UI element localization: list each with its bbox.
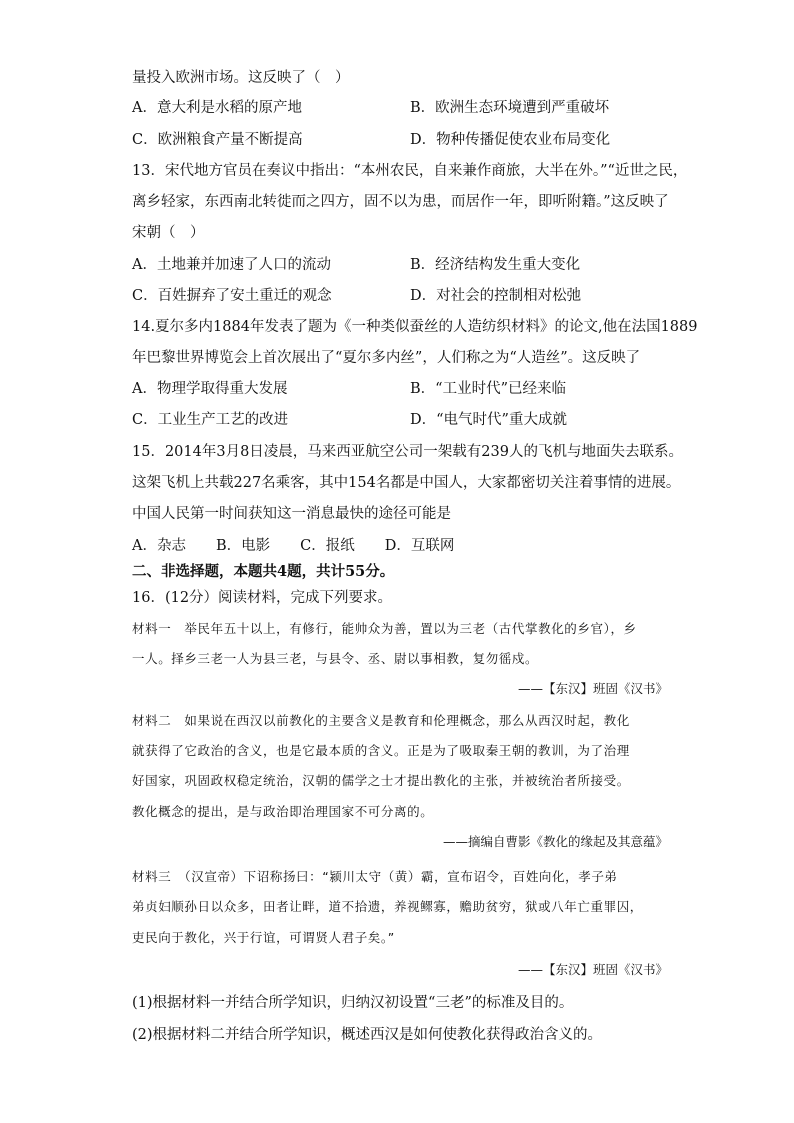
q12-option-d: D．物种传播促使农业布局变化 — [410, 132, 611, 148]
material-1-line-1: 材料一 举民年五十以上，有修行，能帅众为善，置以为三老（古代掌教化的乡官），乡 — [132, 621, 637, 636]
q16-intro: 16．(12分）阅读材料，完成下列要求。 — [132, 590, 393, 606]
section-heading: 二、非选择题，本题共4题，共计55分。 — [132, 563, 395, 580]
q15-stem-line-2: 这架飞机上共载227名乘客，其中154名都是中国人，大家都密切关注着事情的进展。 — [132, 475, 681, 491]
material-1-line-2: 一人。择乡三老一人为县三老，与县令、丞、尉以事相教，复勿徭戍。 — [132, 651, 539, 666]
material-2-source: ——摘编自曹影《教化的缘起及其意蕴》 — [442, 834, 668, 849]
q13-stem-line-2: 离乡轻家，东西南北转徙而之四方，固不以为患，而居作一年，即听附籍。”这反映了 — [132, 194, 669, 210]
q13-option-b: B．经济结构发生重大变化 — [410, 257, 581, 273]
material-3-source: ——【东汉】班固《汉书》 — [517, 962, 668, 977]
q12-stem-tail: 量投入欧洲市场。这反映了（ ） — [132, 70, 350, 86]
q16-subquestion-2: (2)根据材料二并结合所学知识，概述西汉是如何使教化获得政治含义的。 — [132, 1027, 603, 1043]
q14-stem-line-2: 年巴黎世界博览会上首次展出了“夏尔多内丝”，人们称之为“人造丝”。这反映了 — [132, 350, 641, 366]
q14-stem-line-1: 14.夏尔多内1884年发表了题为《一种类似蚕丝的人造纺织材料》的论文,他在法国1889 — [132, 319, 698, 335]
q16-subquestion-1: (1)根据材料一并结合所学知识，归纳汉初设置“三老”的标准及目的。 — [132, 995, 574, 1011]
q14-option-a: A．物理学取得重大发展 — [132, 381, 288, 397]
q15-stem-line-1: 15．2014年3月8日凌晨，马来西亚航空公司一架载有239人的飞机与地面失去联系。 — [132, 444, 683, 460]
q15-stem-line-3: 中国人民第一时间获知这一消息最快的途径可能是 — [132, 506, 451, 522]
q14-option-d: D．“电气时代”重大成就 — [410, 412, 567, 428]
q15-option-b: B．电影 — [215, 538, 271, 554]
q15-option-c: C．报纸 — [300, 538, 355, 554]
q15-option-d: D．互联网 — [384, 538, 455, 554]
q14-option-c: C．工业生产工艺的改进 — [132, 412, 289, 428]
material-3-line-3: 吏民向于教化，兴于行谊，可谓贤人君子矣。” — [132, 930, 395, 945]
material-2-line-4: 教化概念的提出，是与政治即治理国家不可分离的。 — [132, 804, 434, 819]
material-3-line-2: 弟贞妇顺孙日以众多，田者让畔，道不拾遗，养视鳏寡，赡助贫穷，狱或八年亡重罪囚， — [132, 899, 643, 914]
material-2-line-3: 好国家，巩固政权稳定统治，汉朝的儒学之士才提出教化的主张，并被统治者所接受。 — [132, 773, 630, 788]
material-3-line-1: 材料三 （汉宣帝）下诏称扬曰：“颍川太守（黄）霸，宣布诏令，百姓向化，孝子弟 — [132, 869, 618, 884]
material-2-line-2: 就获得了它政治的含义，也是它最本质的含义。正是为了吸取秦王朝的教训，为了治理 — [132, 743, 630, 758]
q15-options-row — [132, 536, 484, 556]
q13-option-c: C．百姓摒弃了安土重迁的观念 — [132, 288, 332, 304]
q12-option-a: A．意大利是水稻的原产地 — [132, 100, 302, 116]
q13-stem-line-3: 宋朝（ ） — [132, 225, 205, 241]
q13-option-d: D．对社会的控制相对松弛 — [410, 288, 582, 304]
q15-option-a: A．杂志 — [132, 538, 186, 554]
q13-stem-line-1: 13．宋代地方官员在奏议中指出：“本州农民，自来兼作商旅，大半在外。”“近世之民， — [132, 163, 688, 179]
q14-option-b: B．“工业时代”已经来临 — [410, 381, 566, 397]
q13-option-a: A．土地兼并加速了人口的流动 — [132, 257, 331, 273]
material-1-source: ——【东汉】班固《汉书》 — [517, 681, 668, 696]
q12-option-b: B．欧洲生态环境遭到严重破坏 — [410, 100, 610, 116]
q12-option-c: C．欧洲粮食产量不断提高 — [132, 132, 303, 148]
material-2-line-1: 材料二 如果说在西汉以前教化的主要含义是教育和伦理概念，那么从西汉时起，教化 — [132, 713, 630, 728]
